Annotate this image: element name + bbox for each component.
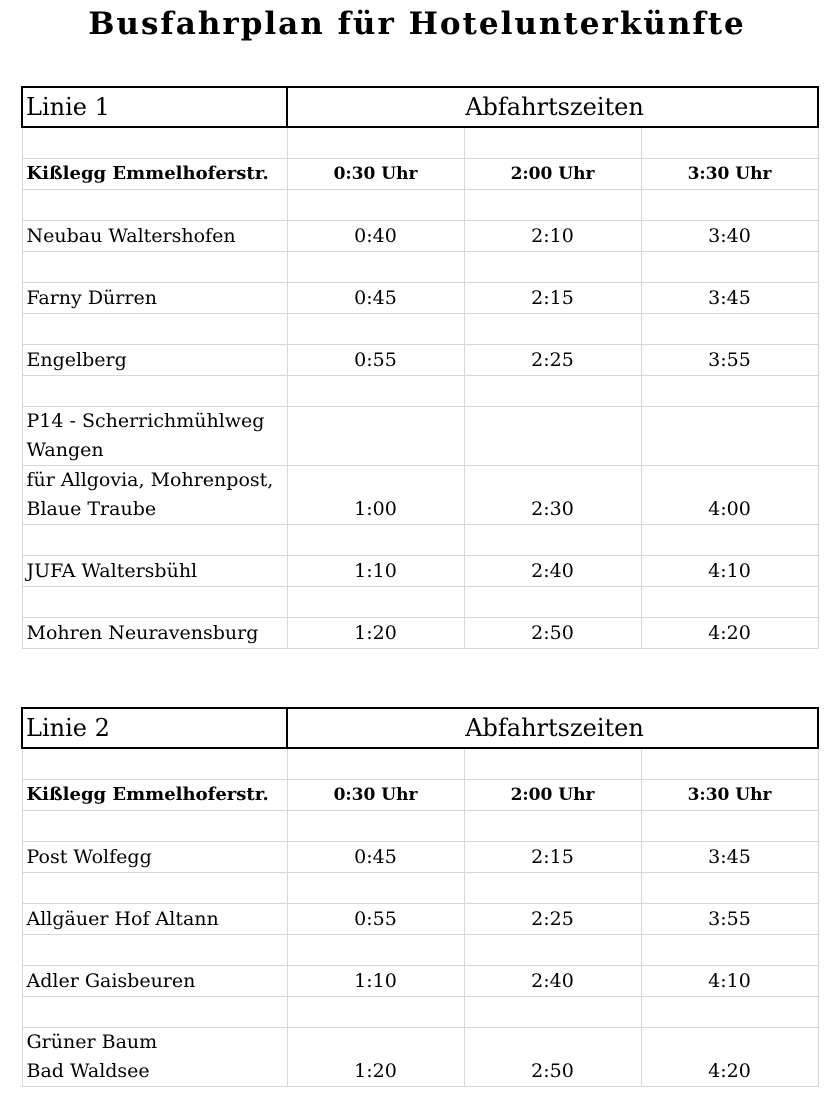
departure-time: 2:15 xyxy=(464,283,641,314)
stop-name: JUFA Waltersbühl xyxy=(22,556,287,587)
line-name: Linie 1 xyxy=(22,87,287,127)
stop-name: Kißlegg Emmelhoferstr. xyxy=(22,780,287,811)
schedule-table-linie-1 xyxy=(21,86,819,649)
departure-time: 0:30 Uhr xyxy=(287,159,464,190)
departure-time: 4:10 xyxy=(641,966,818,997)
stop-name-line: Wangen xyxy=(26,439,104,461)
table-row xyxy=(22,221,818,252)
departure-time: 4:20 xyxy=(641,618,818,649)
departures-header: Abfahrtszeiten xyxy=(287,87,818,127)
departure-time: 1:20 xyxy=(287,618,464,649)
stop-name xyxy=(22,466,287,525)
table-row xyxy=(22,345,818,376)
departure-time: 2:25 xyxy=(464,345,641,376)
stop-name: Farny Dürren xyxy=(22,283,287,314)
page-title: Busfahrplan für Hotelunterkünfte xyxy=(88,6,746,42)
stop-name xyxy=(22,1028,287,1087)
stop-name: Mohren Neuravensburg xyxy=(22,618,287,649)
departure-time: 2:15 xyxy=(464,842,641,873)
departure-time: 4:00 xyxy=(641,466,818,525)
departure-time: 2:40 xyxy=(464,966,641,997)
table-row xyxy=(22,618,818,649)
departure-time: 2:00 Uhr xyxy=(464,780,641,811)
stop-name-line: Blaue Traube xyxy=(26,498,157,520)
departure-time: 3:45 xyxy=(641,283,818,314)
departure-time: 0:30 Uhr xyxy=(287,780,464,811)
line-name: Linie 2 xyxy=(22,708,287,748)
stop-name: Neubau Waltershofen xyxy=(22,221,287,252)
departure-time: 2:40 xyxy=(464,556,641,587)
stop-name: Allgäuer Hof Altann xyxy=(22,904,287,935)
table-row xyxy=(22,780,818,811)
table-row xyxy=(22,407,818,466)
departure-time: 3:30 Uhr xyxy=(641,780,818,811)
table-row xyxy=(22,283,818,314)
departure-time: 2:00 Uhr xyxy=(464,159,641,190)
departure-time: 2:50 xyxy=(464,618,641,649)
stop-name: Adler Gaisbeuren xyxy=(22,966,287,997)
stop-name: Engelberg xyxy=(22,345,287,376)
departures-header: Abfahrtszeiten xyxy=(287,708,818,748)
stop-name xyxy=(22,407,287,466)
departure-time: 3:55 xyxy=(641,345,818,376)
departure-time: 3:30 Uhr xyxy=(641,159,818,190)
departure-time: 4:10 xyxy=(641,556,818,587)
departure-time: 0:55 xyxy=(287,345,464,376)
schedule-table-linie-2 xyxy=(21,707,819,1087)
stop-name-line: Grüner Baum xyxy=(26,1031,158,1053)
departure-time: 2:25 xyxy=(464,904,641,935)
departure-time: 3:55 xyxy=(641,904,818,935)
departure-time: 0:55 xyxy=(287,904,464,935)
stop-name-line: Bad Waldsee xyxy=(26,1060,150,1082)
stop-name: Kißlegg Emmelhoferstr. xyxy=(22,159,287,190)
departure-time: 3:40 xyxy=(641,221,818,252)
table-row xyxy=(22,1028,818,1087)
departure-time: 1:00 xyxy=(287,466,464,525)
departure-time: 2:50 xyxy=(464,1028,641,1087)
table-row xyxy=(22,159,818,190)
table-row xyxy=(22,966,818,997)
table-row xyxy=(22,556,818,587)
stop-name: Post Wolfegg xyxy=(22,842,287,873)
departure-time: 3:45 xyxy=(641,842,818,873)
departure-time: 2:10 xyxy=(464,221,641,252)
departure-time: 0:45 xyxy=(287,283,464,314)
departure-time: 2:30 xyxy=(464,466,641,525)
departure-time: 1:10 xyxy=(287,966,464,997)
departure-time: 0:40 xyxy=(287,221,464,252)
table-row xyxy=(22,466,818,525)
departure-time: 1:20 xyxy=(287,1028,464,1087)
departure-time: 4:20 xyxy=(641,1028,818,1087)
table-row xyxy=(22,842,818,873)
stop-name-line: P14 - Scherrichmühlweg xyxy=(26,410,265,432)
departure-time: 1:10 xyxy=(287,556,464,587)
stop-name-line: für Allgovia, Mohrenpost, xyxy=(26,469,274,491)
departure-time: 0:45 xyxy=(287,842,464,873)
table-row xyxy=(22,904,818,935)
